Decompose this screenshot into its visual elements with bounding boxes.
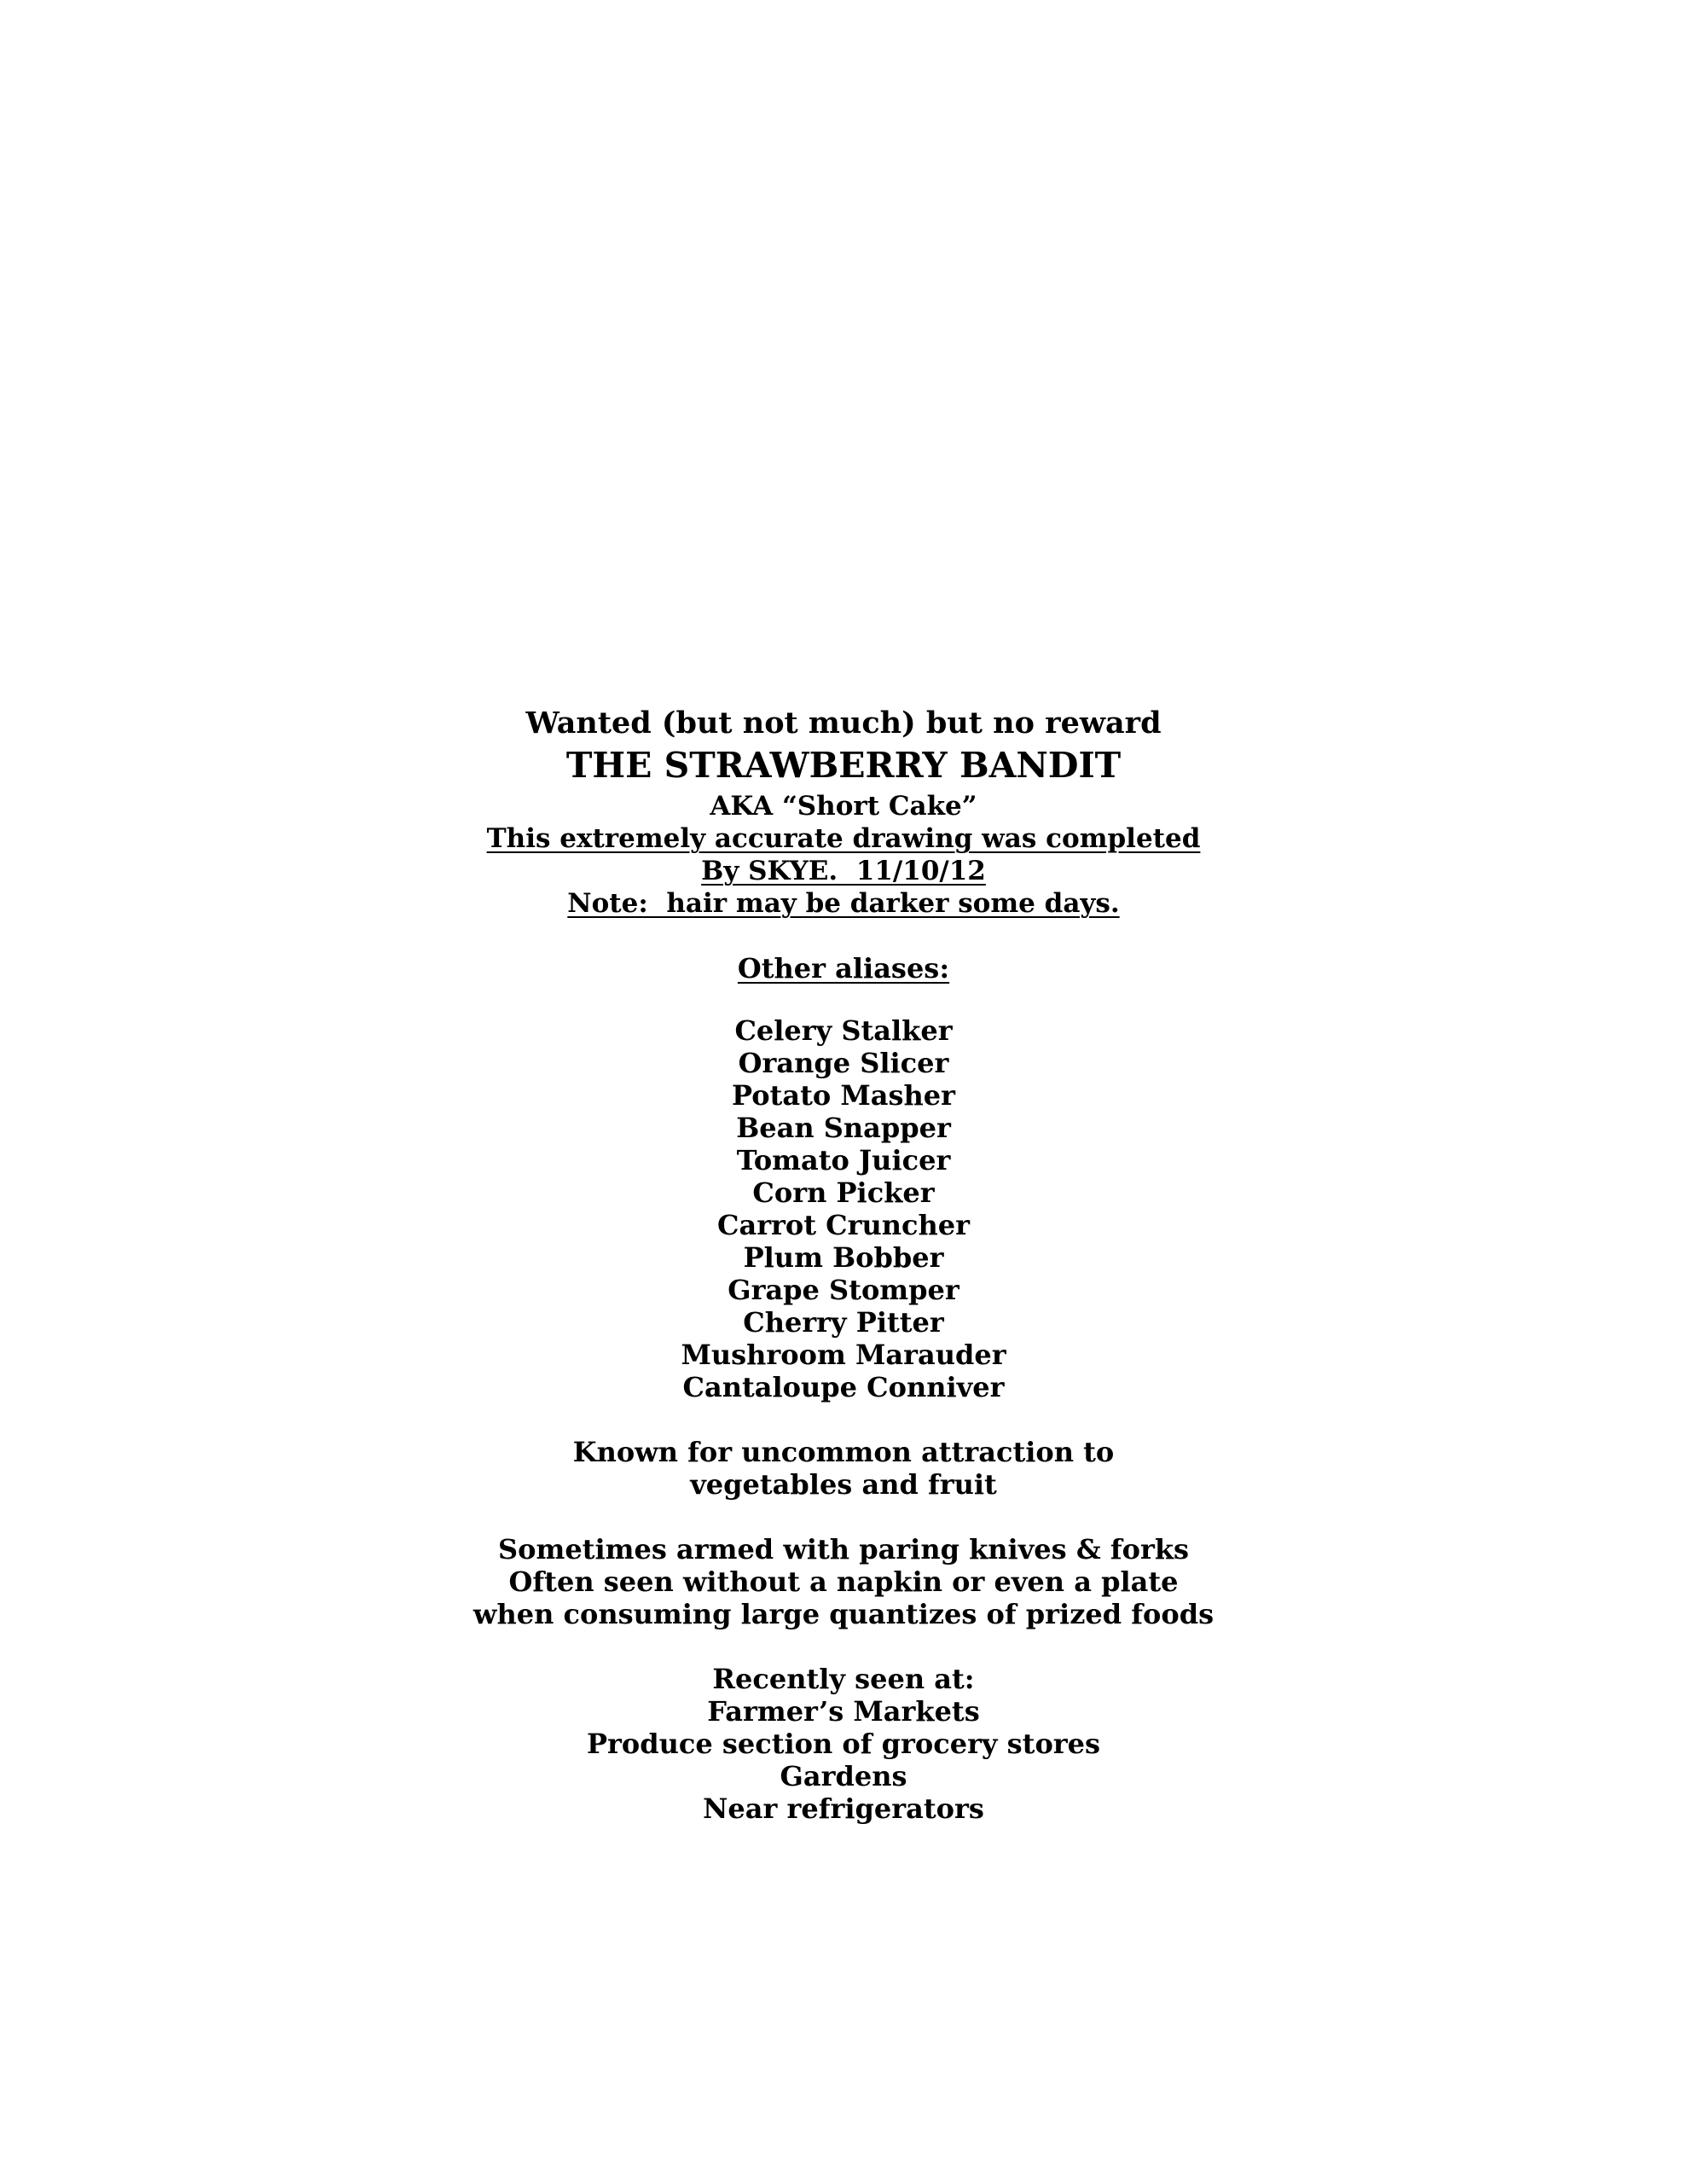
aka-line: AKA “Short Cake” bbox=[710, 791, 977, 822]
known-for-line: Known for uncommon attraction to bbox=[572, 1436, 1115, 1468]
place-item: Gardens bbox=[780, 1760, 907, 1792]
hair-note: Note: hair may be darker some days. bbox=[567, 888, 1120, 919]
alias-item: Tomato Juicer bbox=[736, 1144, 951, 1176]
alias-item: Orange Slicer bbox=[738, 1047, 949, 1079]
wanted-line: Wanted (but not much) but no reward bbox=[525, 706, 1162, 741]
armed-line: when consuming large quantizes of prized foods bbox=[472, 1598, 1215, 1630]
poster-title: THE STRAWBERRY BANDIT bbox=[565, 745, 1122, 786]
alias-item: Plum Bobber bbox=[743, 1241, 944, 1274]
alias-item: Grape Stomper bbox=[728, 1274, 959, 1306]
armed-line: Sometimes armed with paring knives & forks bbox=[498, 1533, 1189, 1565]
drawing-note: This extremely accurate drawing was completed bbox=[486, 823, 1201, 854]
alias-item: Mushroom Marauder bbox=[681, 1339, 1006, 1371]
place-item: Farmer’s Markets bbox=[707, 1695, 980, 1728]
armed-block bbox=[0, 1533, 1687, 1630]
alias-item: Celery Stalker bbox=[734, 1014, 953, 1047]
alias-item: Corn Picker bbox=[752, 1176, 935, 1209]
known-for-line: vegetables and fruit bbox=[690, 1468, 997, 1501]
alias-item: Cherry Pitter bbox=[743, 1306, 944, 1339]
alias-item: Carrot Cruncher bbox=[716, 1209, 970, 1241]
recently-seen-block bbox=[0, 1663, 1687, 1825]
byline: By SKYE. 11/10/12 bbox=[701, 856, 986, 886]
armed-line: Often seen without a napkin or even a plate bbox=[508, 1565, 1179, 1598]
known-for-block bbox=[0, 1436, 1687, 1501]
aliases-heading: Other aliases: bbox=[737, 952, 950, 985]
place-item: Near refrigerators bbox=[703, 1792, 984, 1825]
alias-item: Potato Masher bbox=[732, 1079, 955, 1112]
recently-seen-heading: Recently seen at: bbox=[712, 1663, 975, 1695]
alias-item: Cantaloupe Conniver bbox=[682, 1371, 1005, 1403]
alias-item: Bean Snapper bbox=[736, 1112, 951, 1144]
aliases-list bbox=[0, 1014, 1687, 1403]
place-item: Produce section of grocery stores bbox=[586, 1728, 1101, 1760]
